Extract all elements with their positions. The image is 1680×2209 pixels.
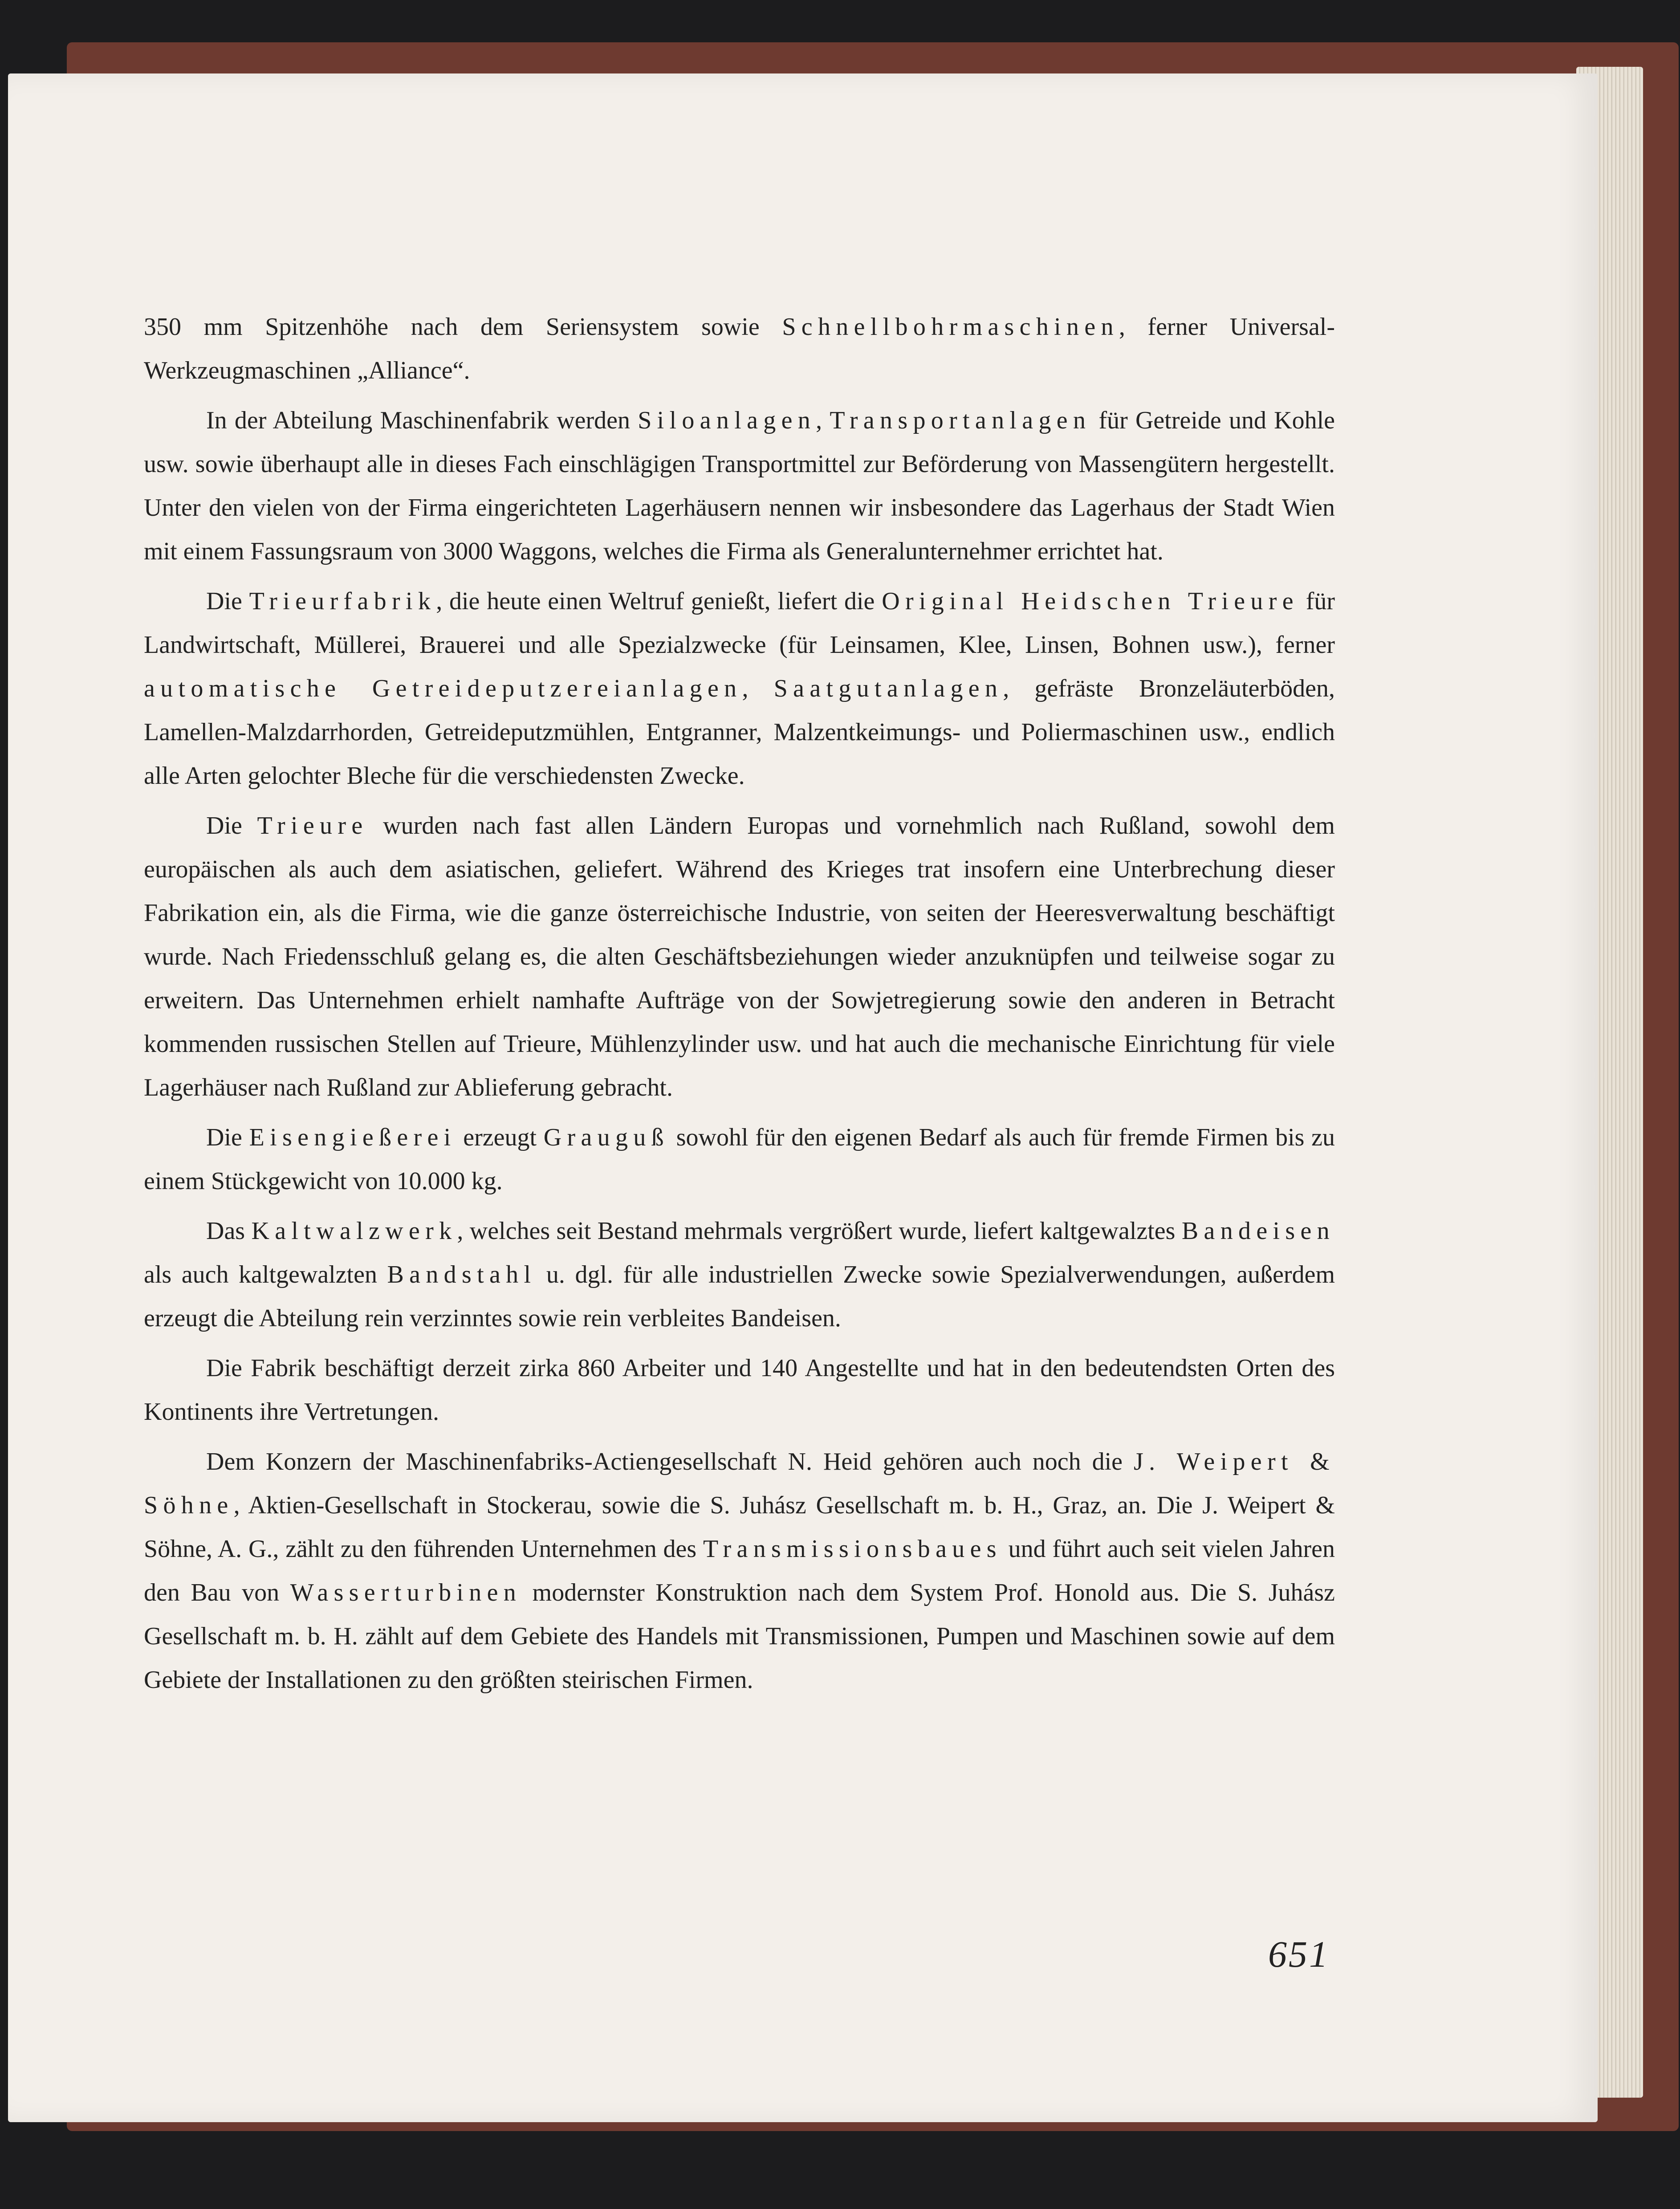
spaced-emphasis: Saatgutanlagen bbox=[773, 675, 1003, 702]
text-run: erzeugt bbox=[456, 1124, 544, 1151]
page-number: 651 bbox=[1268, 1934, 1330, 1975]
text-run: modernster Konstruktion nach dem System Prof. Honold aus. Die S. Juhász Gesellschaft m. b. H. zählt auf dem Gebiete des Handels mit Transmissionen, Pumpen und Maschinen sowie auf dem Gebiete der Installationen zu den größten steirischen Firmen. bbox=[144, 1579, 1335, 1694]
text-run: Die bbox=[206, 587, 249, 615]
text-run: als auch kaltgewalzten bbox=[144, 1261, 387, 1288]
spaced-emphasis: Trieurfabrik bbox=[249, 587, 436, 615]
paragraph bbox=[144, 1440, 1335, 1702]
spaced-emphasis: Transportanlagen bbox=[830, 407, 1091, 434]
text-run: , Aktien-Gesellschaft in Stockerau, sowie die S. Juhász Gesellschaft m. b. H., Graz, an. Die J. Weipert & Söhne, A. G., zählt zu den führenden Unternehmen des bbox=[144, 1492, 1335, 1563]
spaced-emphasis: Bandstahl bbox=[387, 1261, 537, 1288]
body-text bbox=[144, 305, 1335, 1708]
text-run: , bbox=[816, 407, 830, 434]
spaced-emphasis: Kaltwalzwerk bbox=[251, 1217, 457, 1245]
text-run: Die bbox=[206, 812, 257, 840]
paragraph bbox=[144, 1346, 1335, 1434]
paragraph bbox=[144, 579, 1335, 798]
book-page bbox=[8, 73, 1598, 2122]
text-run: Die Fabrik beschäftigt derzeit zirka 860 Arbeiter und 140 Angestellte und hat in den bedeutendsten Orten des Kontinents ihre Vertretungen. bbox=[144, 1354, 1335, 1426]
text-run: , die heute einen Weltruf genießt, liefert die bbox=[436, 587, 882, 615]
spaced-emphasis: J. Weipert & Söhne bbox=[144, 1448, 1335, 1519]
text-run: sowohl für den eigenen Bedarf als auch für fremde Firmen bis zu einem Stückgewicht von 10.000 kg. bbox=[144, 1124, 1335, 1195]
text-run: , welches seit Bestand mehrmals vergrößert wurde, liefert kaltgewalztes bbox=[457, 1217, 1182, 1245]
spaced-emphasis: Schnellbohrmaschinen bbox=[782, 313, 1119, 341]
paragraph bbox=[144, 1209, 1335, 1340]
text-run: , gefräste Bronzeläuterböden, Lamellen-Malzdarrhorden, Getreideputzmühlen, Entgranner, Malzentkeimungs- und Poliermaschinen usw., endlich alle Arten gelochter Bleche für die verschiedensten Zwecke. bbox=[144, 675, 1335, 790]
text-run: , ferner Universal-Werkzeugmaschinen „Alliance“. bbox=[144, 313, 1335, 384]
spaced-emphasis: Trieure bbox=[257, 812, 368, 840]
text-run: , bbox=[742, 675, 774, 702]
text-run: Das bbox=[206, 1217, 252, 1245]
text-run: Dem Konzern der Maschinenfabriks-Actiengesellschaft N. Heid gehören auch noch die bbox=[206, 1448, 1134, 1475]
text-run: In der Abteilung Maschinenfabrik werden bbox=[206, 407, 638, 434]
paragraph bbox=[144, 305, 1335, 392]
spaced-emphasis: Eisengießerei bbox=[249, 1124, 456, 1151]
text-run: wurden nach fast allen Ländern Europas und vornehmlich nach Rußland, sowohl dem europäischen als auch dem asiatischen, geliefert. Während des Krieges trat insofern eine Unterbrechung dieser Fabrikation ein, als die Firma, wie die ganze österreichische Industrie, von seiten der Heeresverwaltung beschäftigt wurde. Nach Friedensschluß gelang es, die alten Geschäftsbeziehungen wieder anzuknüpfen und teilweise sogar zu erweitern. Das Unternehmen erhielt namhafte Aufträge von der Sowjetregierung sowie den anderen in Betracht kommenden russischen Stellen auf Trieure, Mühlenzylinder usw. und hat auch die mechanische Einrichtung für viele Lagerhäuser nach Rußland zur Ablieferung gebracht. bbox=[144, 812, 1335, 1101]
spaced-emphasis: Transmissionsbaues bbox=[703, 1535, 1002, 1563]
spaced-emphasis: automatische Getreideputzereianlagen bbox=[144, 675, 742, 702]
text-run: für Landwirtschaft, Müllerei, Brauerei und alle Spezialzwecke (für Leinsamen, Klee, Linsen, Bohnen usw.), ferner bbox=[144, 587, 1335, 659]
paragraph bbox=[144, 1116, 1335, 1203]
spaced-emphasis: Grauguß bbox=[543, 1124, 669, 1151]
paragraph bbox=[144, 804, 1335, 1109]
spaced-emphasis: Wasserturbinen bbox=[290, 1579, 522, 1606]
spaced-emphasis: Bandeisen bbox=[1181, 1217, 1335, 1245]
spaced-emphasis: Siloanlagen bbox=[638, 407, 816, 434]
text-run: 350 mm Spitzenhöhe nach dem Seriensystem sowie bbox=[144, 313, 782, 341]
spaced-emphasis: Original Heidschen Trieure bbox=[882, 587, 1299, 615]
text-run: für Getreide und Kohle usw. sowie überhaupt alle in dieses Fach einschlägigen Transportmittel zur Beförderung von Massengütern hergestellt. Unter den vielen von der Firma eingerichteten Lagerhäusern nennen wir insbesondere das Lagerhaus der Stadt Wien mit einem Fassungsraum von 3000 Waggons, welches die Firma als Generalunternehmer errichtet hat. bbox=[144, 407, 1335, 565]
text-run: und führt auch seit vielen Jahren den Bau von bbox=[144, 1535, 1335, 1606]
paragraph bbox=[144, 399, 1335, 573]
text-run: u. dgl. für alle industriellen Zwecke sowie Spezialverwendungen, außerdem erzeugt die Abteilung rein verzinntes sowie rein verbleites Bandeisen. bbox=[144, 1261, 1335, 1332]
text-run: Die bbox=[206, 1124, 249, 1151]
